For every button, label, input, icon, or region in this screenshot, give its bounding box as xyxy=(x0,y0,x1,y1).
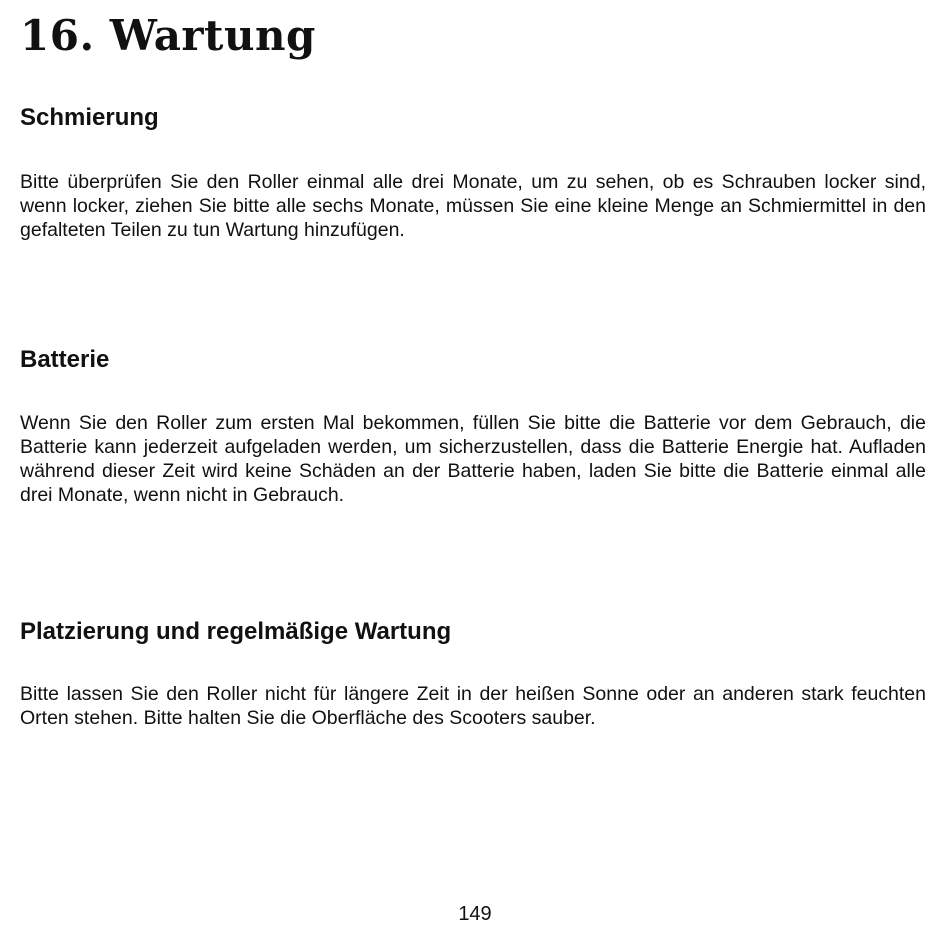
section-text-platzierung: Bitte lassen Sie den Roller nicht für längere Zeit in der heißen Sonne oder an anderen stark feuchten Orten stehen. Bitte halten Sie die Oberfläche des Scooters sauber. xyxy=(20,683,926,729)
section-heading-platzierung: Platzierung und regelmäßige Wartung xyxy=(20,618,452,645)
page-number: 149 xyxy=(458,903,492,925)
chapter-title: 16. Wartung xyxy=(20,11,316,60)
section-text-batterie: Wenn Sie den Roller zum ersten Mal bekommen, füllen Sie bitte die Batterie vor dem Gebrauch, die Batterie kann jederzeit aufgeladen werden, um sicherzustellen, dass die Batterie Energie hat. Aufladen während dieser Zeit wird keine Schäden an der Batterie haben, laden Sie bitte die Batterie einmal alle drei Monate, wenn nicht in Gebrauch. xyxy=(20,412,926,506)
section-heading-batterie: Batterie xyxy=(20,346,110,373)
section-text-schmierung: Bitte überprüfen Sie den Roller einmal alle drei Monate, um zu sehen, ob es Schrauben locker sind, wenn locker, ziehen Sie bitte alle sechs Monate, müssen Sie eine kleine Menge an Schmiermittel in den gefalteten Teilen zu tun Wartung hinzufügen. xyxy=(20,171,926,241)
section-heading-schmierung: Schmierung xyxy=(20,104,159,131)
